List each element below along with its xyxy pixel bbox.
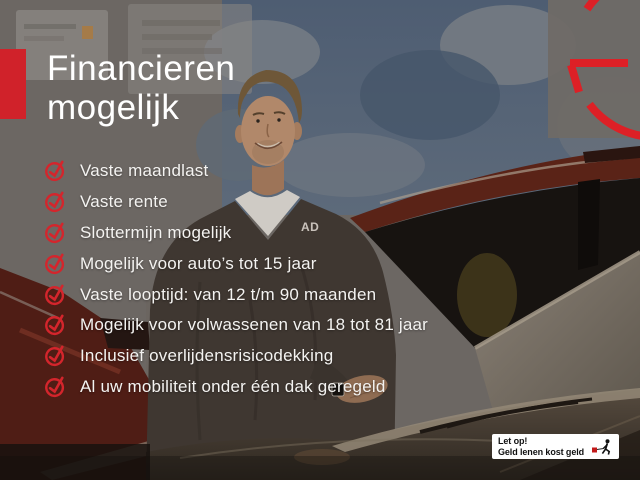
check-circle-icon: [44, 376, 66, 398]
title-line-1: Financieren: [47, 49, 236, 88]
accent-bar: [0, 49, 26, 119]
checklist-item-label: Vaste rente: [80, 192, 168, 212]
check-circle-icon: [44, 314, 66, 336]
checklist-item-label: Mogelijk voor volwassenen van 18 tot 81 jaar: [80, 315, 429, 335]
checklist-item: [44, 187, 428, 218]
checklist-item: [44, 372, 428, 403]
checklist-item: [44, 310, 428, 341]
check-circle-icon: [44, 222, 66, 244]
checklist-item-label: Inclusief overlijdensrisicodekking: [80, 346, 334, 366]
checklist-item-label: Slottermijn mogelijk: [80, 222, 232, 242]
checklist-item: [44, 156, 428, 187]
checklist-item: [44, 218, 428, 249]
checklist-item-label: Vaste maandlast: [80, 161, 209, 181]
benefits-checklist: [44, 156, 428, 402]
check-circle-icon: [44, 191, 66, 213]
sweater-brand-badge: AD: [301, 220, 320, 234]
checklist-item-label: Al uw mobiliteit onder één dak geregeld: [80, 376, 386, 396]
red-arc-arrow-logo: [540, 0, 640, 140]
page-title: [47, 49, 235, 127]
credit-warning-banner: [492, 434, 619, 459]
money-ball-walker-icon: [590, 438, 616, 456]
checklist-item-label: Vaste looptijd: van 12 t/m 90 maanden: [80, 284, 377, 304]
check-circle-icon: [44, 345, 66, 367]
checklist-item: [44, 248, 428, 279]
check-circle-icon: [44, 253, 66, 275]
credit-warning-title: Let op!: [498, 436, 528, 446]
credit-warning-text: Geld lenen kost geld: [498, 446, 585, 457]
checklist-item: [44, 279, 428, 310]
check-circle-icon: [44, 284, 66, 306]
title-line-2: mogelijk: [47, 88, 180, 127]
checklist-item-label: Mogelijk voor auto’s tot 15 jaar: [80, 253, 317, 273]
check-circle-icon: [44, 160, 66, 182]
checklist-item: [44, 341, 428, 372]
